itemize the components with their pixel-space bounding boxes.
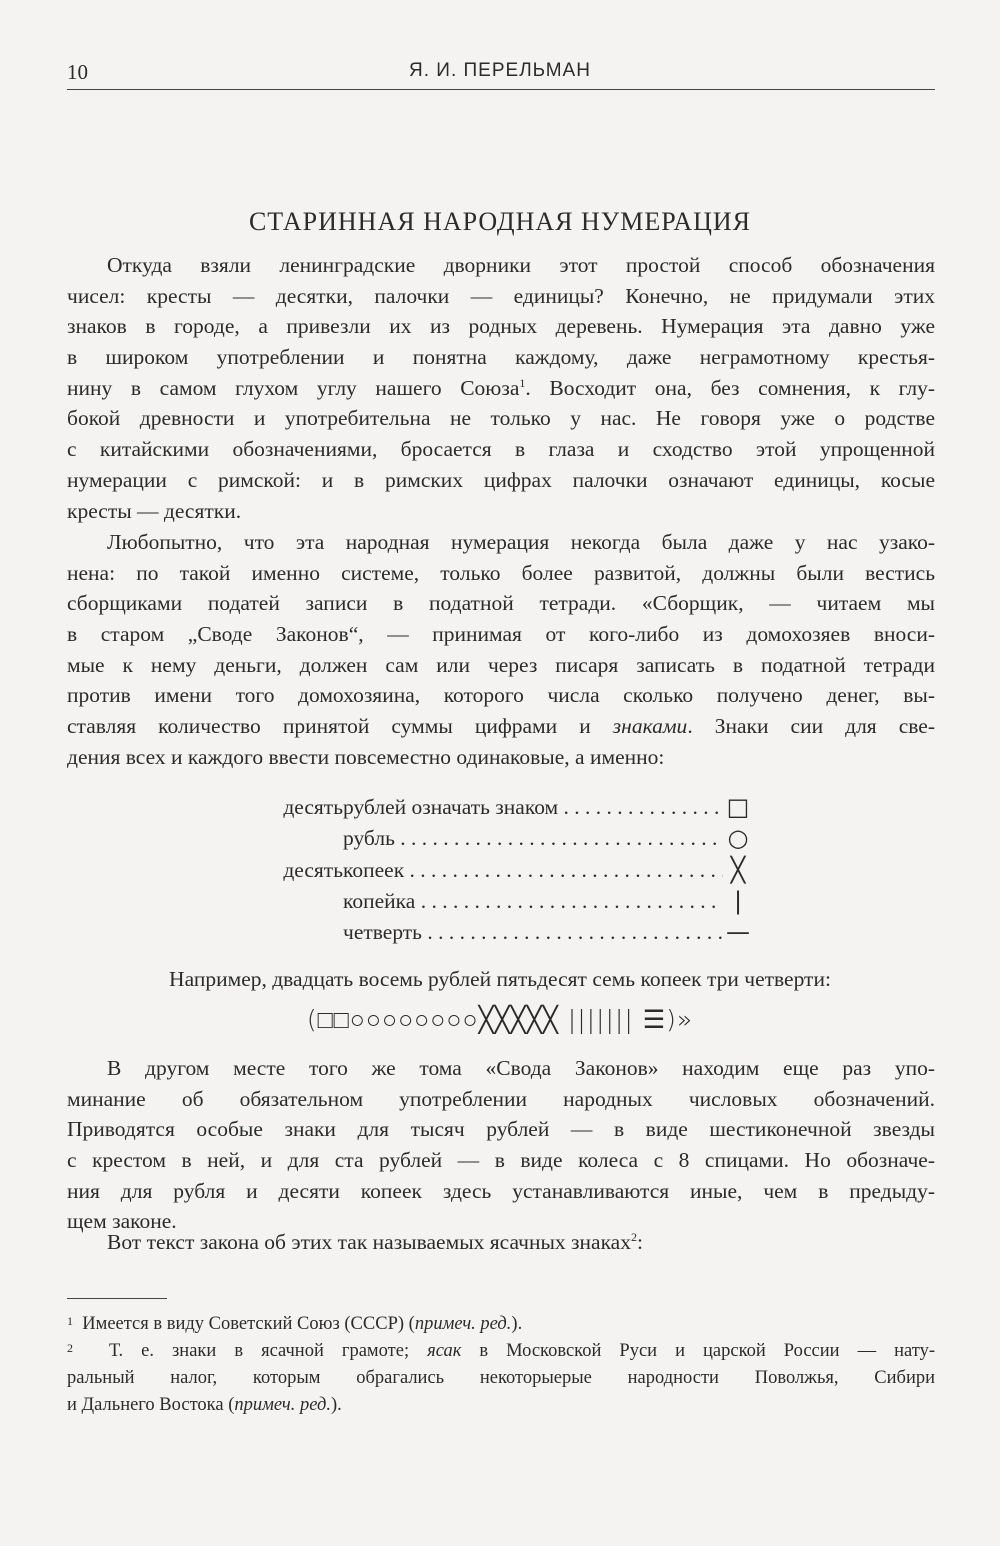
table-row-prefix: десять xyxy=(283,858,343,882)
section-title: СТАРИННАЯ НАРОДНАЯ НУМЕРАЦИЯ xyxy=(248,207,752,236)
paragraph-3 xyxy=(67,1053,935,1237)
table-row-label: четверть . . . xyxy=(343,917,723,948)
text-line: мые к нему деньги, должен сам или через писаря записать в податной тетради xyxy=(67,652,935,677)
paragraph-4 xyxy=(67,1227,935,1258)
text-line: Любопытно, что эта народная нумерация некогда была даже у нас узако- xyxy=(107,530,935,554)
text-segment: ). xyxy=(511,1314,523,1334)
text-line: нена: по такой именно системе, только более развитой, должны были вестись xyxy=(67,560,935,585)
text-segment: . Знаки сии для све- xyxy=(687,714,935,739)
text-line: кресты — десятки. xyxy=(67,498,242,523)
italic-text: примеч. ред. xyxy=(414,1314,512,1334)
italic-text: ясак xyxy=(427,1341,462,1361)
text-line: с крестом в ней, и для ста рублей — в виде колеса с 8 спицами. Но обозначе- xyxy=(67,1148,935,1173)
text-line: минание об обязательном употреблении народных числовых обозначений. xyxy=(67,1086,935,1111)
text-line xyxy=(67,1392,935,1419)
text-line xyxy=(67,1227,935,1258)
footnote-mark: 1 xyxy=(67,1314,73,1328)
text-line: знаков в городе, а привезли их из родных деревень. Нумерация эта давно уже xyxy=(67,314,935,339)
text-segment: Вот текст закона об этих так называемых ясачных знаках xyxy=(107,1230,631,1254)
text-segment: : xyxy=(636,1230,643,1254)
running-title: Я. И. ПЕРЕЛЬМАН xyxy=(409,60,591,81)
text-line: с китайскими обозначениями, бросается в глаза и сходство этой упрощенной xyxy=(67,437,935,462)
text-line: ния для рубля и десяти копеек здесь устанавливаются иные, чем в предыду- xyxy=(67,1178,935,1203)
page-number: 10 xyxy=(67,60,88,84)
text-line: нумерации с римской: и в римских цифрах палочки означают единицы, косые xyxy=(67,467,935,492)
text-line: ральный налог, которым обрагались некоторыерые народности Поволжья, Сибири xyxy=(67,1368,935,1388)
text-line: против имени того домохозяина, которого числа сколько получено денег, вы- xyxy=(67,683,935,708)
text-segment: ставляя количество принятой суммы цифрами и xyxy=(67,714,613,739)
text-segment: и Дальнего Востока ( xyxy=(67,1395,235,1415)
circle-symbol-icon: ○ xyxy=(727,824,749,852)
footnote-2 xyxy=(67,1338,935,1365)
text-line: чисел: кресты — десятки, палочки — единицы? Конечно, не придумали этих xyxy=(67,283,935,308)
footnote-ref[interactable]: 1 xyxy=(519,375,526,390)
table-row-label: рублей означать знаком . . . xyxy=(343,792,723,823)
paragraph-2 xyxy=(67,527,935,773)
text-segment: в Московской Руси и царской России — нату- xyxy=(461,1341,935,1361)
square-symbol-icon: □ xyxy=(726,793,750,821)
text-segment: Имеется в виду Советский Союз (СССР) ( xyxy=(82,1314,415,1334)
text-segment: ). xyxy=(330,1395,342,1415)
text-line: Приводятся особые знаки для тысяч рублей — в виде шестиконечной звезды xyxy=(67,1117,935,1142)
text-line: дения всех и каждого ввести повсеместно одинаковые, а именно: xyxy=(67,744,665,769)
table-row-prefix: десять xyxy=(283,795,343,819)
footnote-1 xyxy=(67,1311,935,1338)
table-row-label: рубль . . . xyxy=(343,823,723,854)
text-line: бокой древности и употребительна не только у нас. Не говоря уже о родстве xyxy=(67,406,935,431)
text-line: щем законе. xyxy=(67,1209,177,1234)
text-line: В другом месте того же тома «Свода Законов» находим еще раз упо- xyxy=(107,1056,935,1080)
text-line xyxy=(67,711,935,742)
footnote-rule xyxy=(67,1298,167,1299)
italic-text: примеч. ред. xyxy=(234,1395,331,1415)
table-row-label: копейка . . . xyxy=(343,886,723,917)
example-symbols: (□□○○○○○○○○╳╳╳╳╳ ||||||| ☰)» xyxy=(306,1005,694,1034)
text-line: Откуда взяли ленинградские дворники этот простой способ обозначения xyxy=(107,253,935,277)
header-rule xyxy=(67,89,935,90)
dash-symbol-icon: — xyxy=(726,918,750,946)
cross-symbol-icon: ╳ xyxy=(730,856,746,884)
table-row-label: копеек . . . xyxy=(343,855,723,886)
text-line: сборщиками податей записи в податной тетради. «Сборщик, — читаем мы xyxy=(67,591,935,616)
footnote-mark: 2 xyxy=(67,1341,73,1355)
italic-word: знаками xyxy=(612,714,688,739)
footnote-ref[interactable]: 2 xyxy=(630,1230,637,1244)
example-text: Например, двадцать восемь рублей пятьдесят семь копеек три четверти: xyxy=(169,967,831,991)
text-line xyxy=(67,373,935,404)
paragraph-1 xyxy=(67,250,935,526)
text-line: в старом „Своде Законов“, — принимая от кого-либо из домохозяев вноси- xyxy=(67,622,935,647)
text-segment: Т. е. знаки в ясачной грамоте; xyxy=(109,1341,428,1361)
stick-symbol-icon: | xyxy=(733,887,743,915)
text-segment: нину в самом глухом углу нашего Союза xyxy=(67,375,520,400)
text-segment: . Восходит она, без сомнения, к глу- xyxy=(525,375,935,400)
text-line: в широком употреблении и понятна каждому, даже неграмотному крестья- xyxy=(67,345,935,370)
footnotes xyxy=(67,1311,935,1419)
